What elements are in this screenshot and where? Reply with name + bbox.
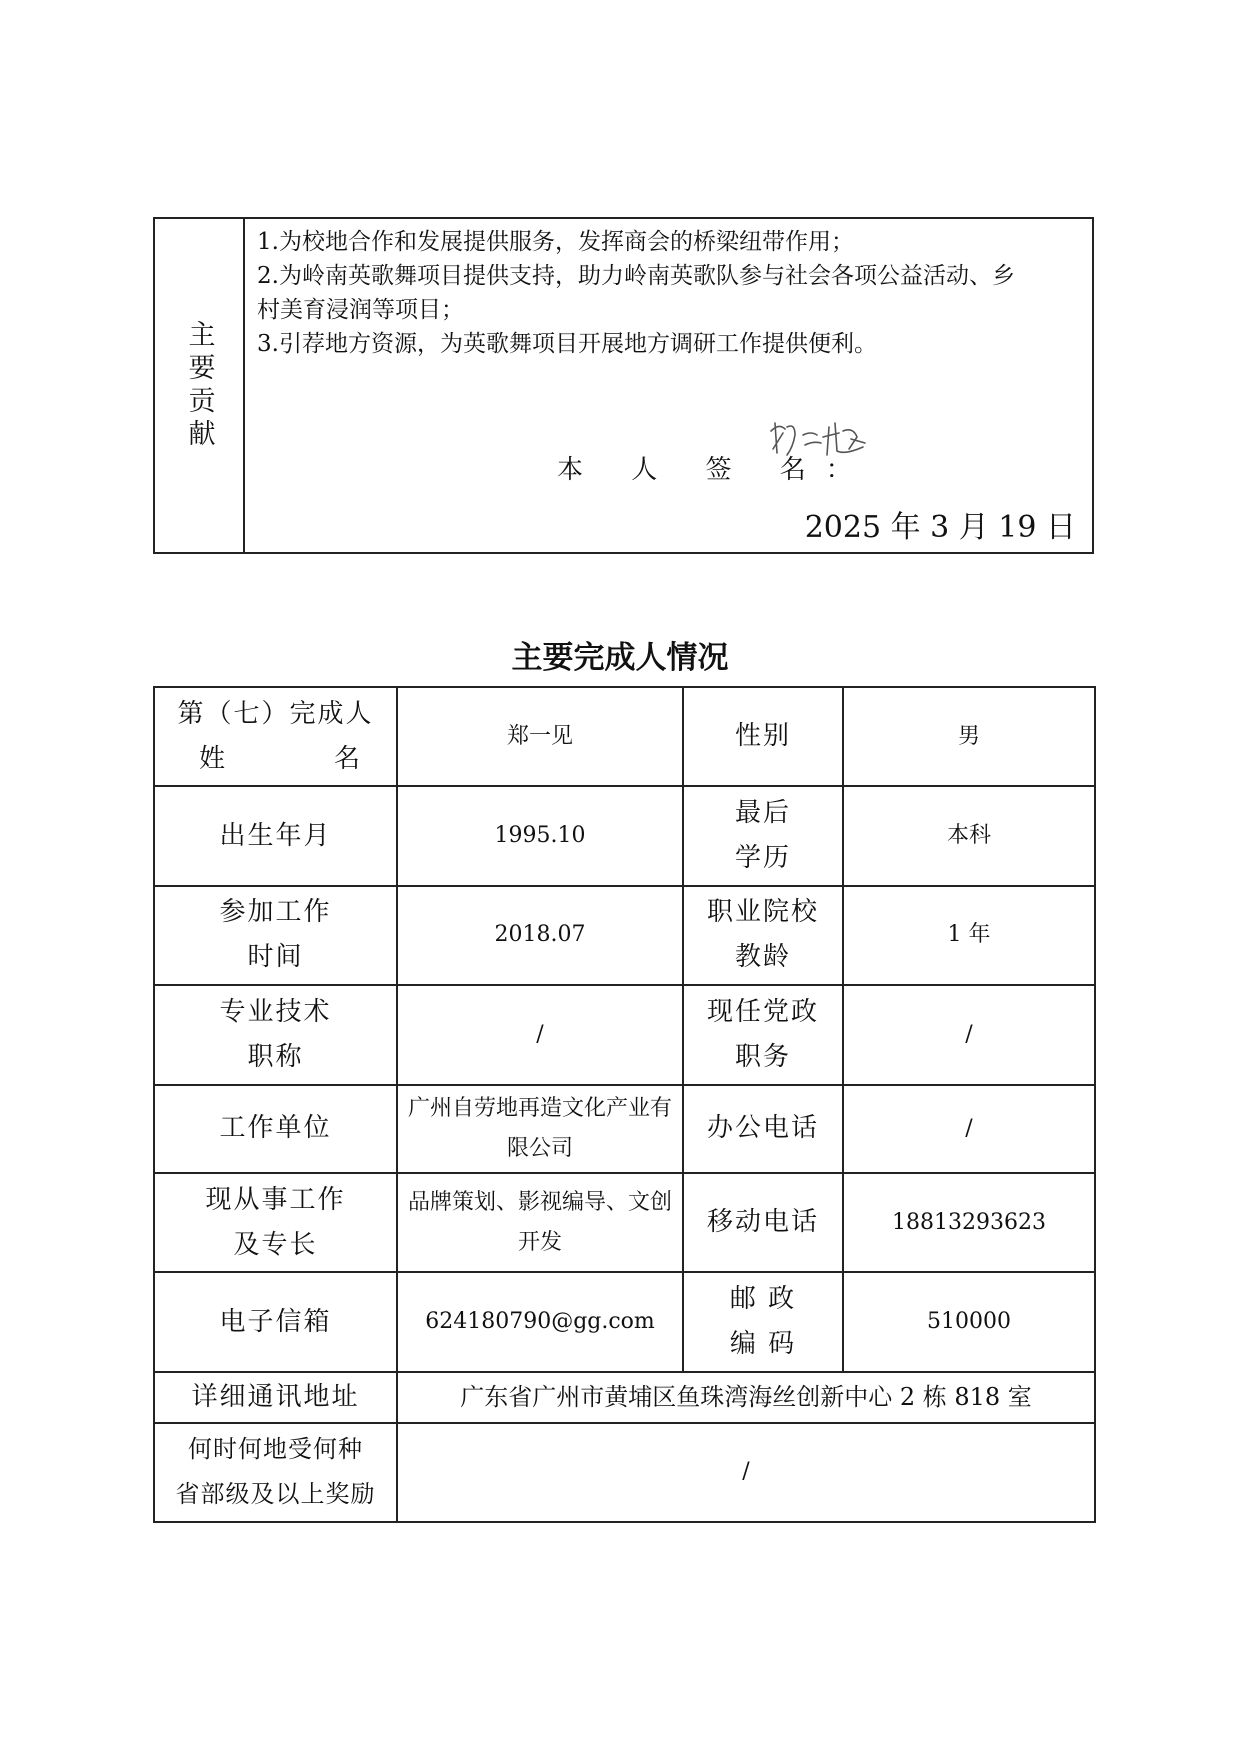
mobile-value: 18813293623 (843, 1173, 1095, 1272)
specialty-label-line-1: 现从事工作 (205, 1184, 346, 1215)
specialty-label-cell (154, 1173, 397, 1272)
contribution-label-cell (155, 219, 245, 552)
postcode-label-line-2: 编 码 (729, 1329, 797, 1360)
name-label-char-1: 姓 (199, 743, 228, 774)
work-start-label-line-1: 参加工作 (219, 897, 332, 928)
awards-value: / (397, 1423, 1095, 1522)
contribution-label: 主要贡献 (183, 319, 215, 452)
name-label-char-2: 名 (333, 743, 362, 774)
contribution-content (245, 219, 1092, 552)
teaching-years-label-line-2: 教龄 (734, 942, 791, 973)
postcode-label-cell (683, 1272, 843, 1371)
table-row (154, 1272, 1095, 1371)
party-post-label-line-1: 现任党政 (706, 996, 819, 1027)
name-label-cell (154, 687, 397, 786)
party-post-label-line-2: 职务 (734, 1041, 791, 1072)
mobile-label: 移动电话 (683, 1173, 843, 1272)
postcode-label-line-1: 邮 政 (729, 1284, 797, 1315)
gender-value: 男 (843, 687, 1095, 786)
signature-label: 本 人 签 名： (557, 455, 872, 485)
handwritten-signature (765, 409, 875, 469)
contribution-line-2: 2.为岭南英歌舞项目提供支持，助力岭南英歌队参与社会各项公益活动、乡 (257, 263, 1015, 289)
birth-value: 1995.10 (397, 786, 683, 885)
specialty-value: 品牌策划、影视编导、文创开发 (397, 1173, 683, 1272)
name-value: 郑一见 (397, 687, 683, 786)
teaching-years-value: 1 年 (843, 886, 1095, 985)
address-label: 详细通讯地址 (154, 1372, 397, 1423)
completer-info-table (153, 686, 1096, 1523)
employer-label: 工作单位 (154, 1085, 397, 1174)
party-post-value: / (843, 985, 1095, 1084)
contribution-line-4: 3.引荐地方资源，为英歌舞项目开展地方调研工作提供便利。 (257, 331, 877, 357)
contribution-box (153, 217, 1094, 554)
name-label-line-1: 第（七）完成人 (177, 698, 374, 729)
work-start-label-cell (154, 886, 397, 985)
table-row (154, 1423, 1095, 1522)
tech-title-label-line-1: 专业技术 (219, 996, 332, 1027)
address-value: 广东省广州市黄埔区鱼珠湾海丝创新中心 2 栋 818 室 (397, 1372, 1095, 1423)
work-start-label-line-2: 时间 (247, 942, 304, 973)
table-row (154, 886, 1095, 985)
specialty-label-line-2: 及专长 (233, 1229, 318, 1260)
postcode-value: 510000 (843, 1272, 1095, 1371)
contribution-line-3: 村美育浸润等项目； (257, 297, 464, 323)
table-row (154, 786, 1095, 885)
table-row (154, 687, 1095, 786)
awards-label-line-1: 何时何地受何种 (188, 1435, 363, 1464)
education-value: 本科 (843, 786, 1095, 885)
awards-label-line-2: 省部级及以上奖励 (175, 1480, 376, 1509)
work-start-value: 2018.07 (397, 886, 683, 985)
email-label: 电子信箱 (154, 1272, 397, 1371)
section-title: 主要完成人情况 (511, 640, 729, 676)
awards-label-cell (154, 1423, 397, 1522)
table-row (154, 1085, 1095, 1174)
office-phone-value: / (843, 1085, 1095, 1174)
table-row (154, 1372, 1095, 1423)
contribution-line-1: 1.为校地合作和发展提供服务，发挥商会的桥梁纽带作用； (257, 229, 854, 255)
education-label-line-1: 最后 (734, 798, 791, 829)
table-row (154, 1173, 1095, 1272)
education-label-cell (683, 786, 843, 885)
tech-title-value: / (397, 985, 683, 1084)
party-post-label-cell (683, 985, 843, 1084)
employer-value: 广州自劳地再造文化产业有限公司 (397, 1085, 683, 1174)
office-phone-label: 办公电话 (683, 1085, 843, 1174)
name-label-line-2 (159, 737, 392, 782)
signature-date: 2025 年 3 月 19 日 (804, 510, 1076, 545)
birth-label: 出生年月 (154, 786, 397, 885)
tech-title-label-line-2: 职称 (247, 1041, 304, 1072)
teaching-years-label-cell (683, 886, 843, 985)
email-value: 624180790@gg.com (397, 1272, 683, 1371)
gender-label: 性别 (683, 687, 843, 786)
tech-title-label-cell (154, 985, 397, 1084)
education-label-line-2: 学历 (734, 843, 791, 874)
table-row (154, 985, 1095, 1084)
teaching-years-label-line-1: 职业院校 (706, 897, 819, 928)
